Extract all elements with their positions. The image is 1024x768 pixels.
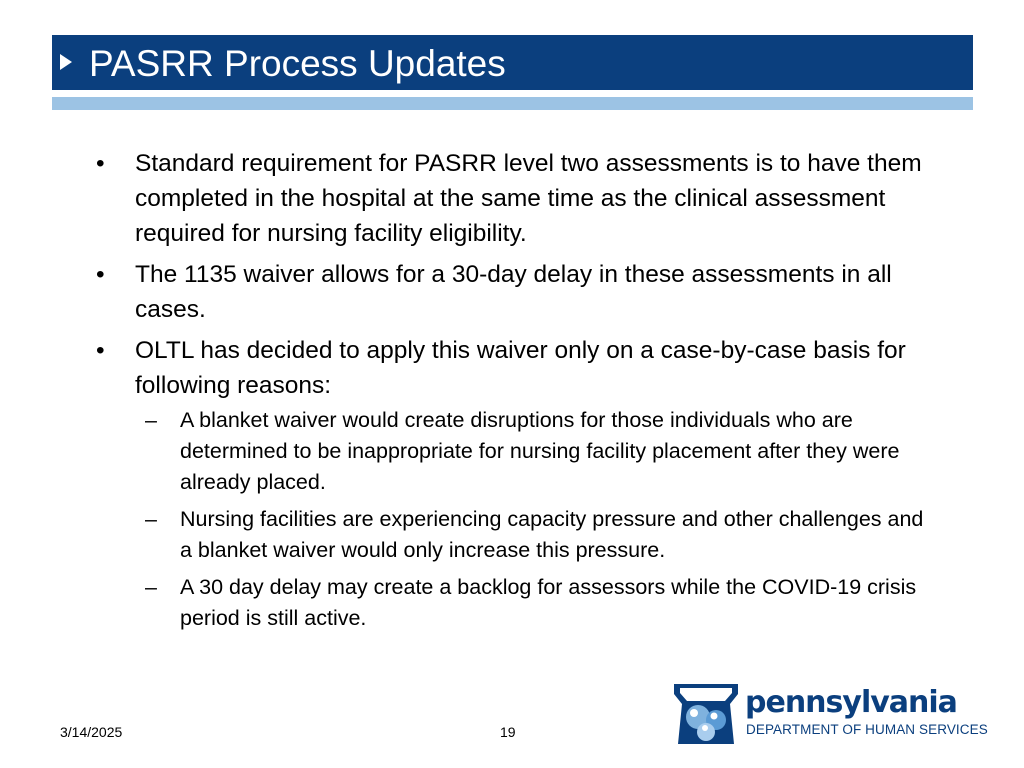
sub-bullet-text: A blanket waiver would create disruptions for those individuals who are determined to be inappropriate for nursing facility placement after they were already placed. [180, 408, 900, 494]
sub-bullet-item [135, 405, 940, 498]
sub-bullet-list [135, 405, 940, 634]
sub-bullet-marker: – [145, 408, 157, 432]
footer-date: 3/14/2025 [60, 724, 123, 740]
accent-bar [52, 97, 973, 110]
sub-bullet-text: Nursing facilities are experiencing capacity pressure and other challenges and a blanket waiver would only increase this pressure. [180, 507, 924, 562]
keystone-family-icon [672, 682, 740, 746]
sub-bullet-marker: – [145, 507, 157, 531]
bullet-item [90, 333, 940, 634]
bullet-text: OLTL has decided to apply this waiver only on a case-by-case basis for following reasons: [135, 337, 906, 399]
sub-bullet-item [135, 572, 940, 634]
bullet-item [90, 257, 940, 327]
sub-bullet-item [135, 504, 940, 566]
bullet-text: Standard requirement for PASRR level two assessments is to have them completed in the hospital at the same time as the clinical assessment required for nursing facility eligibility. [135, 150, 922, 247]
bullet-marker: • [96, 261, 105, 288]
slide-body [90, 146, 940, 640]
sub-bullet-marker: – [145, 575, 157, 599]
pa-dhs-logo [672, 682, 988, 748]
bullet-list [90, 146, 940, 634]
page-number: 19 [500, 724, 516, 740]
slide-title: PASRR Process Updates [89, 43, 506, 84]
title-arrow-icon [60, 54, 72, 70]
bullet-text: The 1135 waiver allows for a 30-day delay in these assessments in all cases. [135, 261, 892, 323]
bullet-marker: • [96, 150, 105, 177]
logo-name: pennsylvania [745, 685, 957, 720]
title-bar [52, 35, 973, 90]
sub-bullet-text: A 30 day delay may create a backlog for assessors while the COVID-19 crisis period is still active. [180, 575, 917, 630]
bullet-marker: • [96, 337, 105, 364]
bullet-item [90, 146, 940, 251]
logo-department: DEPARTMENT OF HUMAN SERVICES [746, 722, 988, 737]
